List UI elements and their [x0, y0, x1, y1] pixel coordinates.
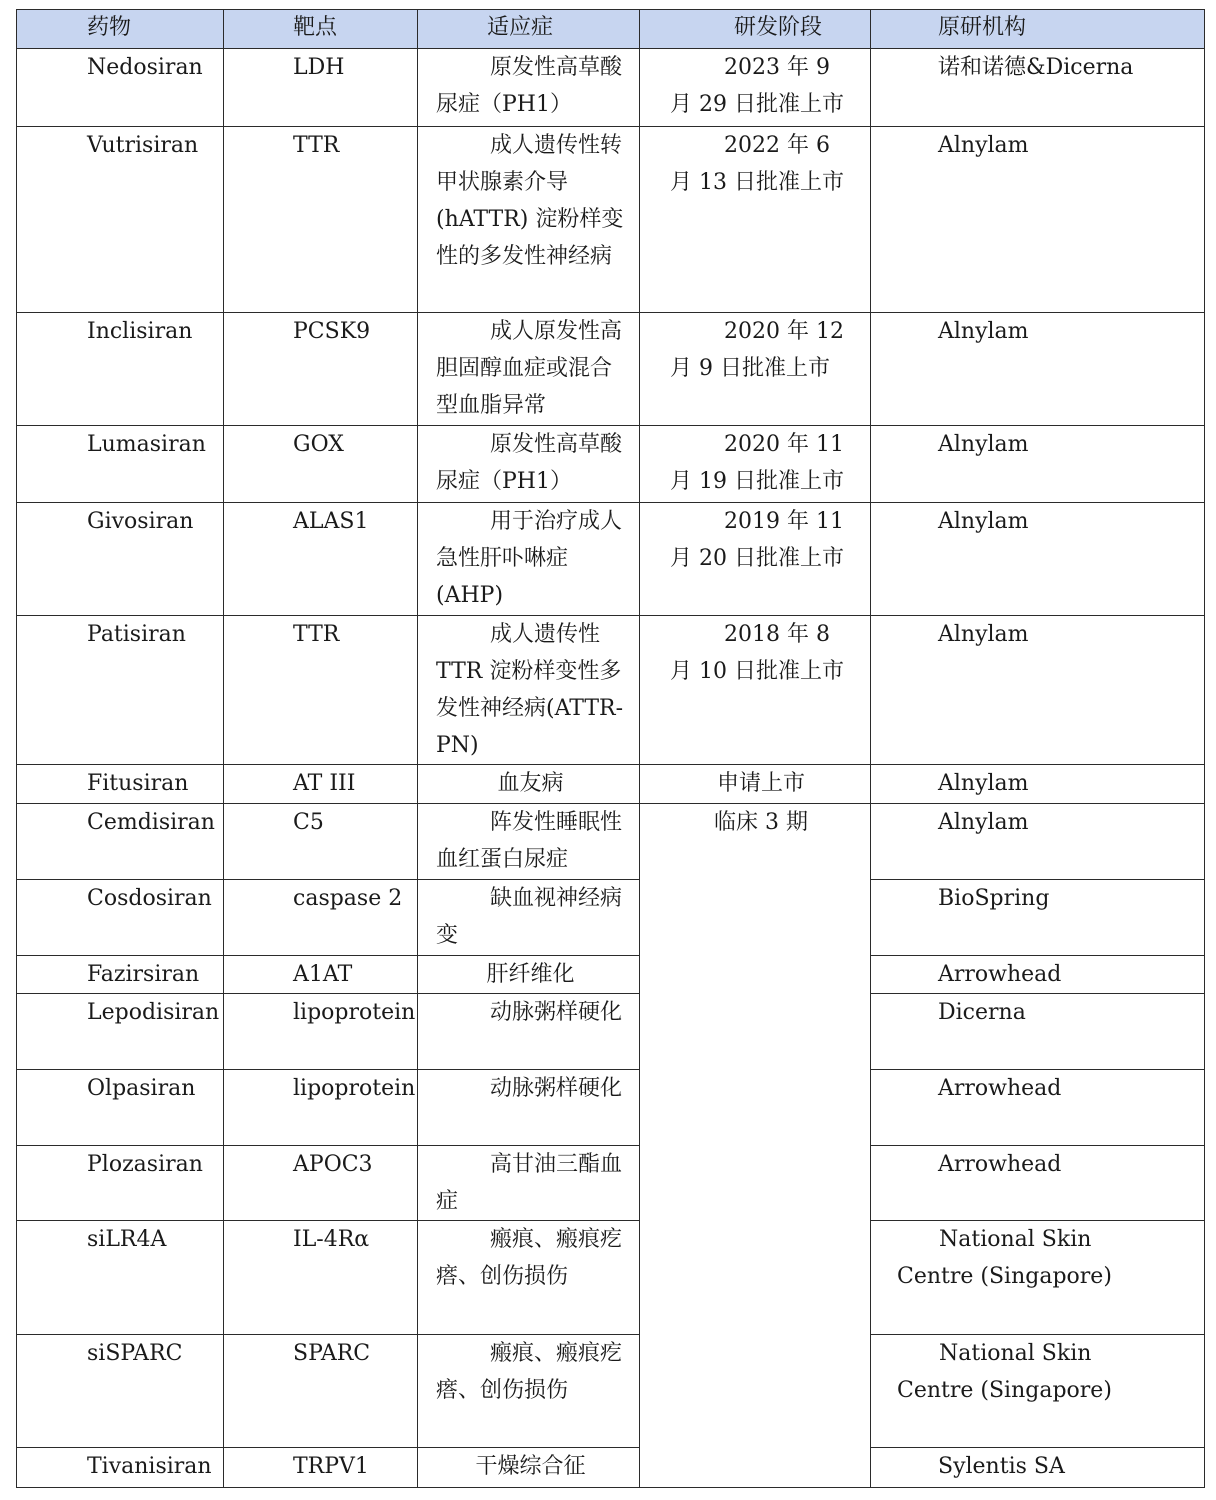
cell-drug: Nedosiran — [17, 49, 224, 127]
cell-drug: Inclisiran — [17, 313, 224, 426]
cell-org: Alnylam — [871, 616, 1205, 765]
cell-indication: 干燥综合征 — [418, 1448, 640, 1488]
cell-indication: 用于治疗成人急性肝卟啉症(AHP) — [418, 503, 640, 616]
cell-stage: 2019 年 11 月 20 日批准上市 — [640, 503, 871, 616]
cell-target: TTR — [224, 127, 418, 313]
cell-indication: 动脉粥样硬化 — [418, 1070, 640, 1146]
cell-org: Sylentis SA — [871, 1448, 1205, 1488]
cell-org: Alnylam — [871, 765, 1205, 804]
cell-org: Alnylam — [871, 426, 1205, 503]
table-row — [17, 1335, 1205, 1448]
cell-target: SPARC — [224, 1335, 418, 1448]
cell-stage: 2020 年 11 月 19 日批准上市 — [640, 426, 871, 503]
header-target: 靶点 — [224, 10, 418, 49]
cell-drug: siLR4A — [17, 1221, 224, 1335]
cell-org: Arrowhead — [871, 1070, 1205, 1146]
cell-drug: Vutrisiran — [17, 127, 224, 313]
cell-org: Dicerna — [871, 994, 1205, 1070]
cell-stage: 2020 年 12 月 9 日批准上市 — [640, 313, 871, 426]
table-row — [17, 49, 1205, 127]
cell-indication: 原发性高草酸尿症（PH1） — [418, 49, 640, 127]
cell-target: A1AT — [224, 956, 418, 994]
cell-drug: Plozasiran — [17, 1146, 224, 1221]
table-row — [17, 1070, 1205, 1146]
table-row — [17, 956, 1205, 994]
cell-stage-merged: 临床 3 期 — [640, 804, 871, 1488]
cell-indication: 高甘油三酯血症 — [418, 1146, 640, 1221]
table-row — [17, 994, 1205, 1070]
cell-stage: 2023 年 9 月 29 日批准上市 — [640, 49, 871, 127]
header-drug: 药物 — [17, 10, 224, 49]
cell-target: PCSK9 — [224, 313, 418, 426]
cell-drug: Fazirsiran — [17, 956, 224, 994]
cell-stage: 申请上市 — [640, 765, 871, 804]
cell-drug: Olpasiran — [17, 1070, 224, 1146]
cell-target: APOC3 — [224, 1146, 418, 1221]
cell-target: lipoprotein — [224, 994, 418, 1070]
cell-indication: 血友病 — [418, 765, 640, 804]
header-row — [17, 10, 1205, 49]
cell-target: C5 — [224, 804, 418, 880]
cell-org: Arrowhead — [871, 1146, 1205, 1221]
cell-indication: 成人原发性高胆固醇血症或混合型血脂异常 — [418, 313, 640, 426]
table-row — [17, 1221, 1205, 1335]
cell-target: caspase 2 — [224, 880, 418, 956]
cell-stage: 2022 年 6 月 13 日批准上市 — [640, 127, 871, 313]
cell-indication: 成人遗传性转甲状腺素介导(hATTR) 淀粉样变性的多发性神经病 — [418, 127, 640, 313]
cell-target: ALAS1 — [224, 503, 418, 616]
cell-stage: 2018 年 8 月 10 日批准上市 — [640, 616, 871, 765]
cell-indication: 肝纤维化 — [418, 956, 640, 994]
cell-target: TRPV1 — [224, 1448, 418, 1488]
cell-target: lipoprotein — [224, 1070, 418, 1146]
table-row — [17, 1448, 1205, 1488]
cell-drug: Tivanisiran — [17, 1448, 224, 1488]
cell-org: 诺和诺德&Dicerna — [871, 49, 1205, 127]
table-row — [17, 804, 1205, 880]
table-row — [17, 127, 1205, 313]
cell-drug: Cosdosiran — [17, 880, 224, 956]
cell-org: Alnylam — [871, 313, 1205, 426]
table-row — [17, 880, 1205, 956]
table-row — [17, 313, 1205, 426]
cell-drug: Patisiran — [17, 616, 224, 765]
cell-org: Arrowhead — [871, 956, 1205, 994]
cell-indication: 成人遗传性TTR 淀粉样变性多发性神经病(ATTR-PN) — [418, 616, 640, 765]
cell-org: Alnylam — [871, 804, 1205, 880]
header-org: 原研机构 — [871, 10, 1205, 49]
cell-indication: 缺血视神经病变 — [418, 880, 640, 956]
cell-org: National Skin Centre (Singapore) — [871, 1335, 1205, 1448]
table-row — [17, 426, 1205, 503]
cell-target: IL-4Rα — [224, 1221, 418, 1335]
header-indication: 适应症 — [418, 10, 640, 49]
cell-indication: 瘢痕、瘢痕疙瘩、创伤损伤 — [418, 1335, 640, 1448]
drug-table — [16, 9, 1205, 1488]
cell-drug: siSPARC — [17, 1335, 224, 1448]
cell-target: GOX — [224, 426, 418, 503]
table-row — [17, 616, 1205, 765]
cell-org: BioSpring — [871, 880, 1205, 956]
header-stage: 研发阶段 — [640, 10, 871, 49]
cell-drug: Lepodisiran — [17, 994, 224, 1070]
cell-drug: Givosiran — [17, 503, 224, 616]
cell-target: AT III — [224, 765, 418, 804]
cell-drug: Fitusiran — [17, 765, 224, 804]
table-row — [17, 1146, 1205, 1221]
cell-drug: Lumasiran — [17, 426, 224, 503]
cell-target: LDH — [224, 49, 418, 127]
cell-org: National Skin Centre (Singapore) — [871, 1221, 1205, 1335]
cell-indication: 瘢痕、瘢痕疙瘩、创伤损伤 — [418, 1221, 640, 1335]
cell-indication: 阵发性睡眠性血红蛋白尿症 — [418, 804, 640, 880]
cell-org: Alnylam — [871, 503, 1205, 616]
cell-drug: Cemdisiran — [17, 804, 224, 880]
cell-indication: 动脉粥样硬化 — [418, 994, 640, 1070]
table-row — [17, 503, 1205, 616]
table-row — [17, 765, 1205, 804]
cell-target: TTR — [224, 616, 418, 765]
cell-indication: 原发性高草酸尿症（PH1） — [418, 426, 640, 503]
cell-org: Alnylam — [871, 127, 1205, 313]
